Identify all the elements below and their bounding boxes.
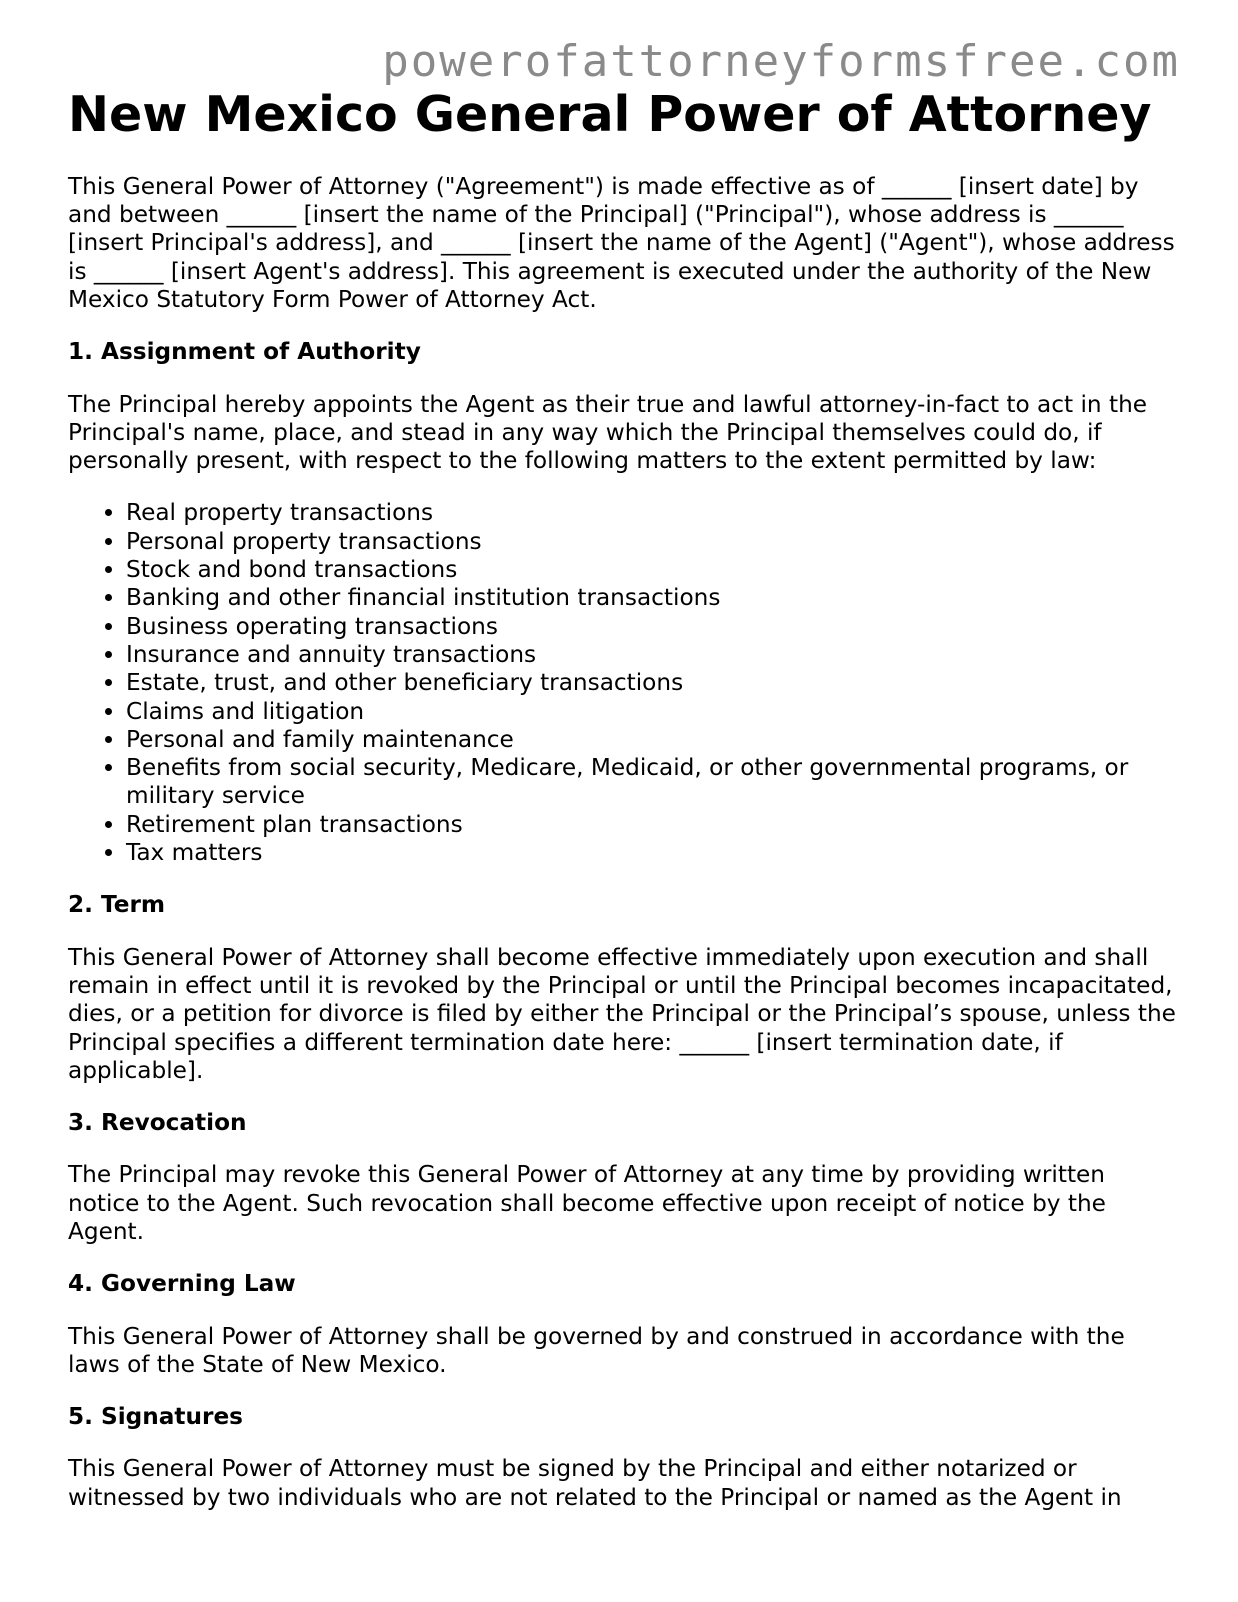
section-heading-governing-law: 4. Governing Law [68, 1270, 296, 1298]
section-heading-assignment: 1. Assignment of Authority [68, 338, 421, 366]
list-item: • Personal and family maintenance [126, 726, 1178, 754]
list-item: • Personal property transactions [126, 528, 1178, 556]
section-text-governing-law: This General Power of Attorney shall be governed by and construed in accordance with the laws of the State of New Mexico. [68, 1322, 1125, 1378]
section-text-term: This General Power of Attorney shall become effective immediately upon execution and shall remain in effect until it is revoked by the Principal or until the Principal becomes incapacitated, dies, or a petition for divorce is filed by either the Principal or the Principal’s spouse, unless the Principal specifies a different termination date here: ______ [insert termination date, if applicable]. [68, 943, 1176, 1084]
list-item: • Banking and other financial institution transactions [126, 584, 1178, 612]
document-page [68, 86, 1178, 1512]
section-text-revocation: The Principal may revoke this General Power of Attorney at any time by providing written notice to the Agent. Such revocation shall become effective upon receipt of notice by the Agent. [68, 1161, 1106, 1245]
watermark-site-url: powerofattorneyformsfree.com [382, 36, 1180, 87]
list-item: • Stock and bond transactions [126, 556, 1178, 584]
list-item: • Benefits from social security, Medicare, Medicaid, or other governmental programs, or military service [126, 754, 1178, 811]
document-title: New Mexico General Power of Attorney [68, 86, 1152, 143]
section-heading-term: 2. Term [68, 891, 166, 919]
list-item: • Business operating transactions [126, 613, 1178, 641]
intro-paragraph: This General Power of Attorney ("Agreement") is made effective as of ______ [insert date] by and between ______ [insert the name of the Principal] ("Principal"), whose address is ______ [insert Principal's address], and ______ [insert the name of the Agent] ("Agent"), whose address is ______ [insert Agent's address]. This agreement is executed under the authority of the New Mexico Statutory Form Power of Attorney Act. [68, 172, 1175, 313]
list-item: • Real property transactions [126, 499, 1178, 527]
section-text-assignment: The Principal hereby appoints the Agent as their true and lawful attorney-in-fact to act in the Principal's name, place, and stead in any way which the Principal themselves could do, if personally present, with respect to the following matters to the extent permitted by law: [68, 390, 1148, 475]
section-heading-revocation: 3. Revocation [68, 1109, 247, 1137]
section-text-signatures: This General Power of Attorney must be signed by the Principal and either notarized or witnessed by two individuals who are not related to the Principal or named as the Agent in [68, 1455, 1122, 1511]
list-item: • Retirement plan transactions [126, 811, 1178, 839]
list-item: • Estate, trust, and other beneficiary transactions [126, 669, 1178, 697]
authority-list [68, 499, 1178, 867]
list-item: • Tax matters [126, 839, 1178, 867]
list-item: • Insurance and annuity transactions [126, 641, 1178, 669]
list-item: • Claims and litigation [126, 698, 1178, 726]
section-heading-signatures: 5. Signatures [68, 1403, 243, 1431]
